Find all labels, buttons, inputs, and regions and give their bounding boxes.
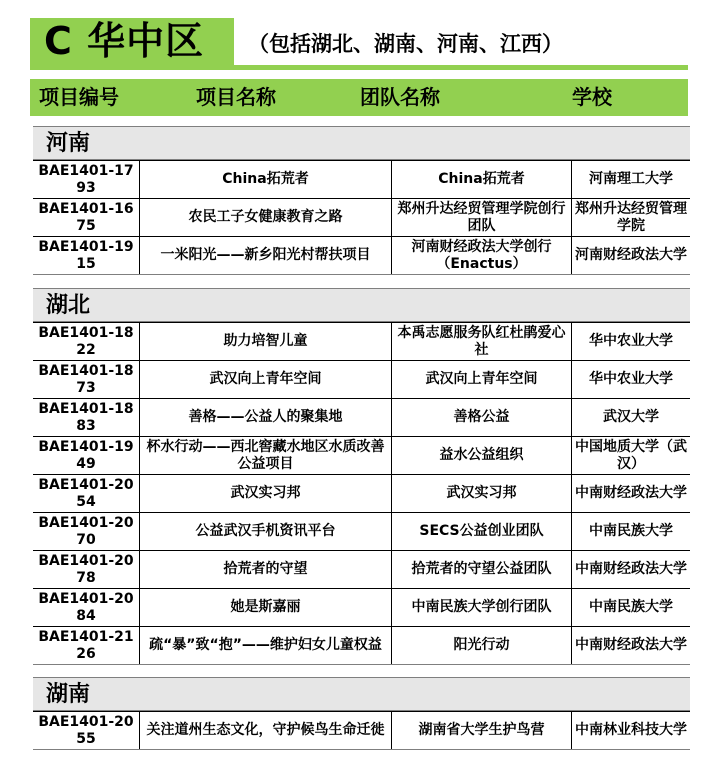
table-row <box>33 588 690 626</box>
project-id-cell-text: BAE1401-1822 <box>38 324 134 358</box>
table-row <box>33 198 690 236</box>
team-name-cell-text: 中南民族大学创行团队 <box>411 599 552 615</box>
school-cell-text: 中南民族大学 <box>589 523 673 539</box>
project-id-cell <box>33 161 139 198</box>
page-title: C 华中区 <box>30 18 234 65</box>
header-school: 学校 <box>572 85 612 109</box>
project-name-cell <box>139 237 391 274</box>
project-name-cell <box>139 551 391 588</box>
project-id-cell <box>33 199 139 236</box>
school-cell-text: 河南财经政法大学 <box>575 247 687 263</box>
school-cell-text: 河南理工大学 <box>589 171 673 187</box>
project-name-cell <box>139 199 391 236</box>
project-name-cell-text: 武汉实习邦 <box>230 485 301 501</box>
table-row <box>33 711 690 749</box>
team-name-cell-text: 阳光行动 <box>453 637 510 653</box>
section-heading: 湖北 <box>33 289 690 322</box>
team-name-cell <box>391 513 571 550</box>
project-id-cell-text: BAE1401-2084 <box>38 590 134 624</box>
project-name-cell <box>139 323 391 360</box>
team-name-cell-text: China拓荒者 <box>438 171 525 187</box>
team-name-cell-text: SECS公益创业团队 <box>419 523 544 539</box>
team-name-cell <box>391 361 571 398</box>
team-name-cell <box>391 323 571 360</box>
school-cell <box>571 237 690 274</box>
project-name-cell-text: 疏“暴”致“抱”——维护妇女儿童权益 <box>149 637 382 653</box>
project-id-cell-text: BAE1401-1883 <box>38 400 134 434</box>
school-cell <box>571 161 690 198</box>
school-cell <box>571 437 690 474</box>
project-name-cell-text: 关注道州生态文化，守护候鸟生命迁徙 <box>146 722 385 738</box>
school-cell <box>571 551 690 588</box>
team-name-cell <box>391 237 571 274</box>
project-name-cell <box>139 161 391 198</box>
team-name-cell <box>391 475 571 512</box>
table-row <box>33 512 690 550</box>
project-id-cell <box>33 437 139 474</box>
table-row <box>33 550 690 588</box>
project-name-cell-text: 助力培智儿童 <box>223 333 308 349</box>
school-cell <box>571 475 690 512</box>
project-id-cell-text: BAE1401-2078 <box>38 552 134 586</box>
team-name-cell-text: 郑州升达经贸管理学院创行团队 <box>397 200 566 234</box>
project-id-cell-text: BAE1401-2070 <box>38 514 134 548</box>
project-id-cell-text: BAE1401-1793 <box>38 162 134 196</box>
project-id-cell <box>33 361 139 398</box>
table-row <box>33 360 690 398</box>
section-1 <box>33 288 690 665</box>
team-name-cell-text: 善格公益 <box>453 409 510 425</box>
school-cell <box>571 513 690 550</box>
school-cell <box>571 399 690 436</box>
project-id-cell-text: BAE1401-1949 <box>38 438 134 472</box>
project-id-cell <box>33 323 139 360</box>
table-row <box>33 322 690 360</box>
school-cell <box>571 361 690 398</box>
team-name-cell-text: 武汉实习邦 <box>446 485 517 501</box>
section-0 <box>33 126 690 275</box>
team-name-cell <box>391 437 571 474</box>
school-cell <box>571 323 690 360</box>
project-name-cell-text: 杯水行动——西北窖藏水地区水质改善公益项目 <box>146 438 385 472</box>
school-cell-text: 中南林业科技大学 <box>575 722 687 738</box>
project-name-cell-text: 一米阳光——新乡阳光村帮扶项目 <box>160 247 371 263</box>
project-id-cell-text: BAE1401-1915 <box>38 238 134 272</box>
project-name-cell <box>139 399 391 436</box>
project-id-cell-text: BAE1401-1675 <box>38 200 134 234</box>
table-row <box>33 436 690 474</box>
project-name-cell <box>139 627 391 664</box>
team-name-cell-text: 河南财经政法大学创行（Enactus） <box>411 238 552 272</box>
school-cell-text: 中南民族大学 <box>589 599 673 615</box>
project-name-cell-text: 拾荒者的守望 <box>223 561 308 577</box>
project-name-cell <box>139 475 391 512</box>
team-name-cell-text: 湖南省大学生护鸟营 <box>418 722 545 738</box>
project-id-cell <box>33 513 139 550</box>
section-2 <box>33 677 690 750</box>
project-id-cell <box>33 551 139 588</box>
team-name-cell <box>391 199 571 236</box>
project-name-cell <box>139 513 391 550</box>
project-name-cell <box>139 437 391 474</box>
table-row <box>33 236 690 274</box>
column-header-bar <box>30 79 688 116</box>
school-cell-text: 中国地质大学（武汉） <box>575 438 687 472</box>
team-name-cell-text: 本禹志愿服务队红杜鹃爱心社 <box>397 324 566 358</box>
school-cell-text: 中南财经政法大学 <box>575 637 687 653</box>
project-id-cell-text: BAE1401-1873 <box>38 362 134 396</box>
school-cell <box>571 712 690 749</box>
project-id-cell-text: BAE1401-2055 <box>38 713 134 747</box>
project-id-cell-text: BAE1401-2054 <box>38 476 134 510</box>
section-heading: 河南 <box>33 127 690 160</box>
school-cell-text: 武汉大学 <box>603 409 659 425</box>
project-name-cell <box>139 589 391 626</box>
team-name-cell-text: 益水公益组织 <box>439 447 524 463</box>
team-name-cell <box>391 627 571 664</box>
project-id-cell <box>33 475 139 512</box>
project-name-cell-text: China拓荒者 <box>222 171 309 187</box>
school-cell-text: 中南财经政法大学 <box>575 561 687 577</box>
project-id-cell <box>33 627 139 664</box>
project-name-cell-text: 武汉向上青年空间 <box>209 371 322 387</box>
team-name-cell-text: 武汉向上青年空间 <box>425 371 538 387</box>
team-name-cell <box>391 712 571 749</box>
project-name-cell-text: 善格——公益人的聚集地 <box>188 409 343 425</box>
school-cell <box>571 627 690 664</box>
school-cell <box>571 199 690 236</box>
header-project-id: 项目编号 <box>39 85 119 109</box>
project-id-cell <box>33 712 139 749</box>
team-name-cell-text: 拾荒者的守望公益团队 <box>411 561 552 577</box>
project-name-cell-text: 农民工子女健康教育之路 <box>188 209 343 225</box>
page-subtitle: （包括湖北、湖南、河南、江西） <box>248 32 563 56</box>
project-name-cell-text: 公益武汉手机资讯平台 <box>195 523 336 539</box>
table-row <box>33 398 690 436</box>
table-row <box>33 160 690 198</box>
project-name-cell <box>139 361 391 398</box>
school-cell-text: 华中农业大学 <box>589 371 673 387</box>
team-name-cell <box>391 161 571 198</box>
header-team-name: 团队名称 <box>360 85 440 109</box>
project-id-cell <box>33 237 139 274</box>
project-id-cell <box>33 399 139 436</box>
table-row <box>33 474 690 512</box>
school-cell-text: 郑州升达经贸管理学院 <box>575 200 687 234</box>
school-cell-text: 华中农业大学 <box>589 333 673 349</box>
project-name-cell <box>139 712 391 749</box>
page-title-block <box>30 18 688 70</box>
project-name-cell-text: 她是斯嘉丽 <box>230 599 301 615</box>
team-name-cell <box>391 399 571 436</box>
school-cell <box>571 589 690 626</box>
project-id-cell <box>33 589 139 626</box>
header-project-name: 项目名称 <box>196 85 276 109</box>
team-name-cell <box>391 589 571 626</box>
school-cell-text: 中南财经政法大学 <box>575 485 687 501</box>
project-id-cell-text: BAE1401-2126 <box>38 628 134 662</box>
title-underline <box>30 65 688 70</box>
table-row <box>33 626 690 664</box>
team-name-cell <box>391 551 571 588</box>
section-heading: 湖南 <box>33 678 690 711</box>
